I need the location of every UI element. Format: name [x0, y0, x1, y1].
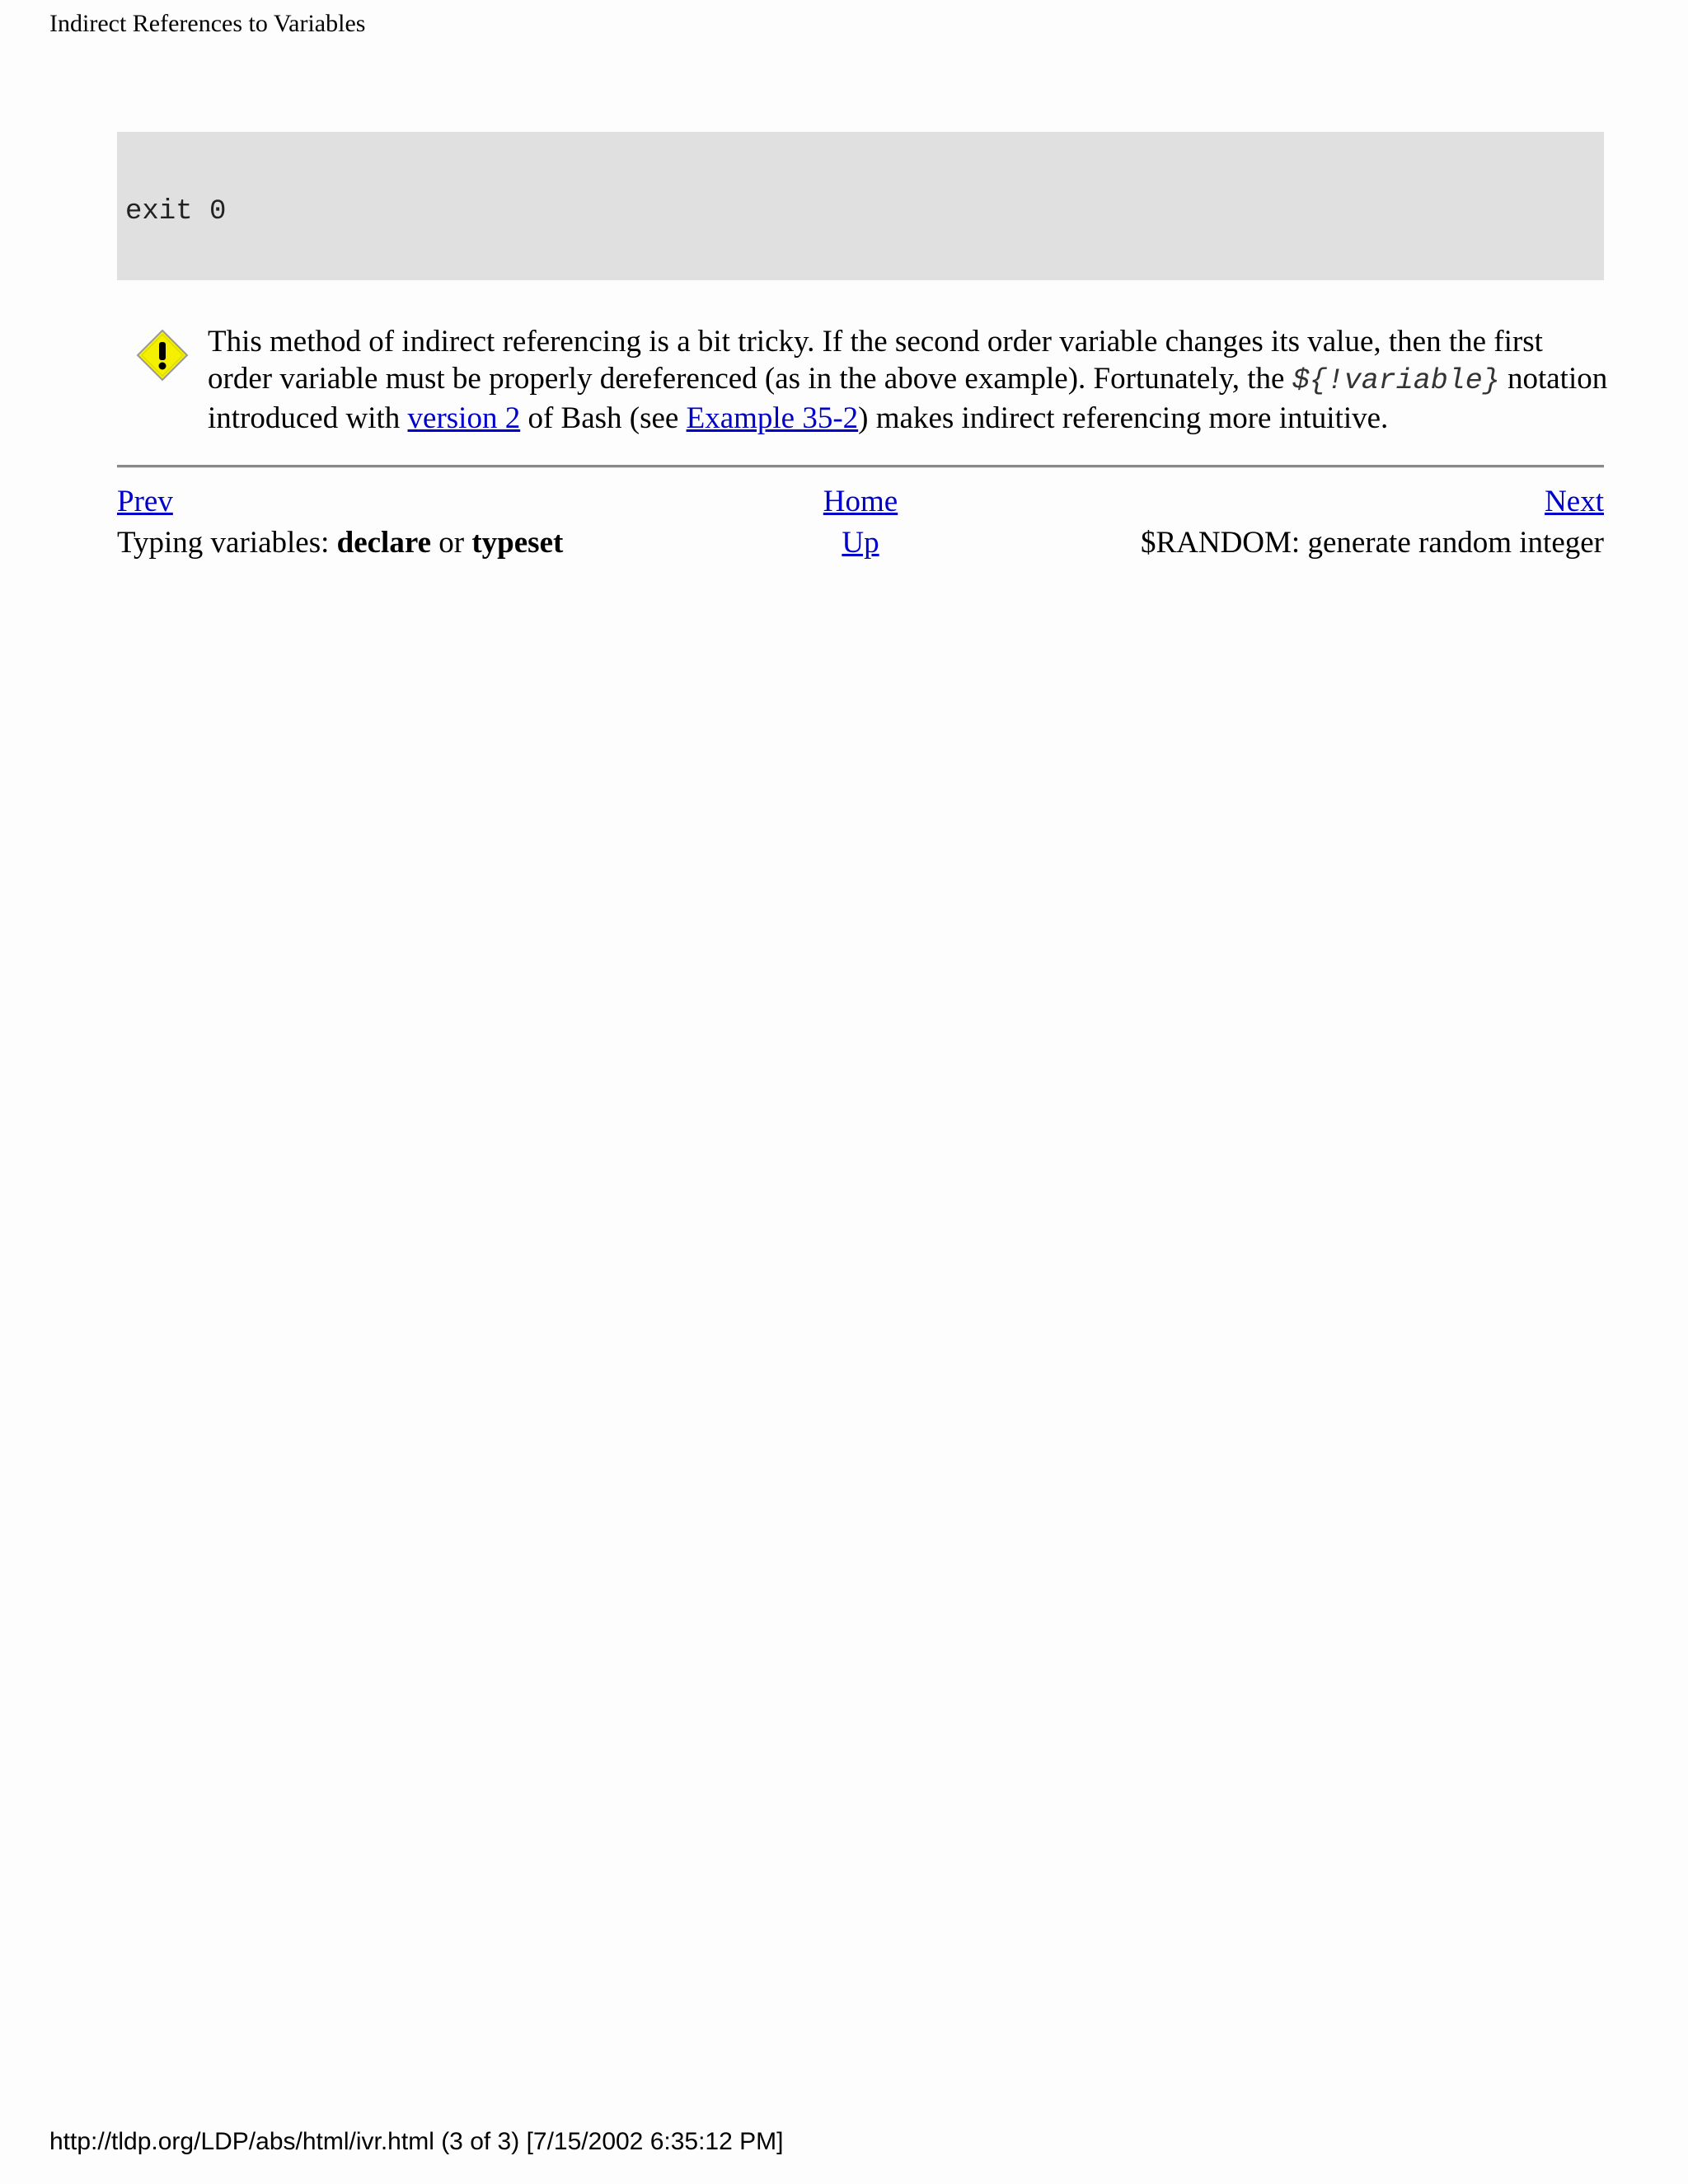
code-text: exit 0 — [125, 196, 227, 227]
warning-text — [208, 323, 1609, 437]
nav-titles-row — [117, 523, 1604, 564]
prev-title-text-1: Typing variables: — [117, 526, 337, 560]
navigation-footer — [117, 481, 1604, 564]
next-page-title: $RANDOM: generate random integer — [1140, 526, 1604, 560]
prev-title-text-2: or — [431, 526, 472, 560]
version-2-link[interactable]: version 2 — [407, 401, 521, 435]
prev-link[interactable]: Prev — [117, 485, 173, 518]
page-header: Indirect References to Variables — [49, 10, 366, 37]
navigation-divider — [117, 465, 1604, 468]
example-35-2-link[interactable]: Example 35-2 — [686, 401, 859, 435]
home-link[interactable]: Home — [823, 485, 898, 518]
up-link[interactable]: Up — [842, 526, 879, 560]
page-footer-url: http://tldp.org/LDP/abs/html/ivr.html (3 of 3) [7/15/2002 6:35:12 PM] — [49, 2128, 784, 2155]
code-block — [117, 132, 1604, 280]
prev-title-typeset: typeset — [471, 526, 564, 560]
warning-text-part-4: ) makes indirect referencing more intuitive. — [858, 401, 1389, 435]
warning-text-part-3: of Bash (see — [520, 401, 687, 435]
warning-text-part-2: notation introduced with — [208, 362, 1608, 435]
nav-links-row — [117, 481, 1604, 523]
warning-text-part-1: This method of indirect referencing is a bit tricky. If the second order variable changes its value, then the first order variable must be properly dereferenced (as in the above example). Fortunately, the — [208, 325, 1543, 396]
prev-title-declare: declare — [336, 526, 432, 560]
warning-icon — [135, 328, 190, 382]
next-link[interactable]: Next — [1545, 485, 1604, 518]
inline-code: ${!variable} — [1292, 364, 1500, 397]
